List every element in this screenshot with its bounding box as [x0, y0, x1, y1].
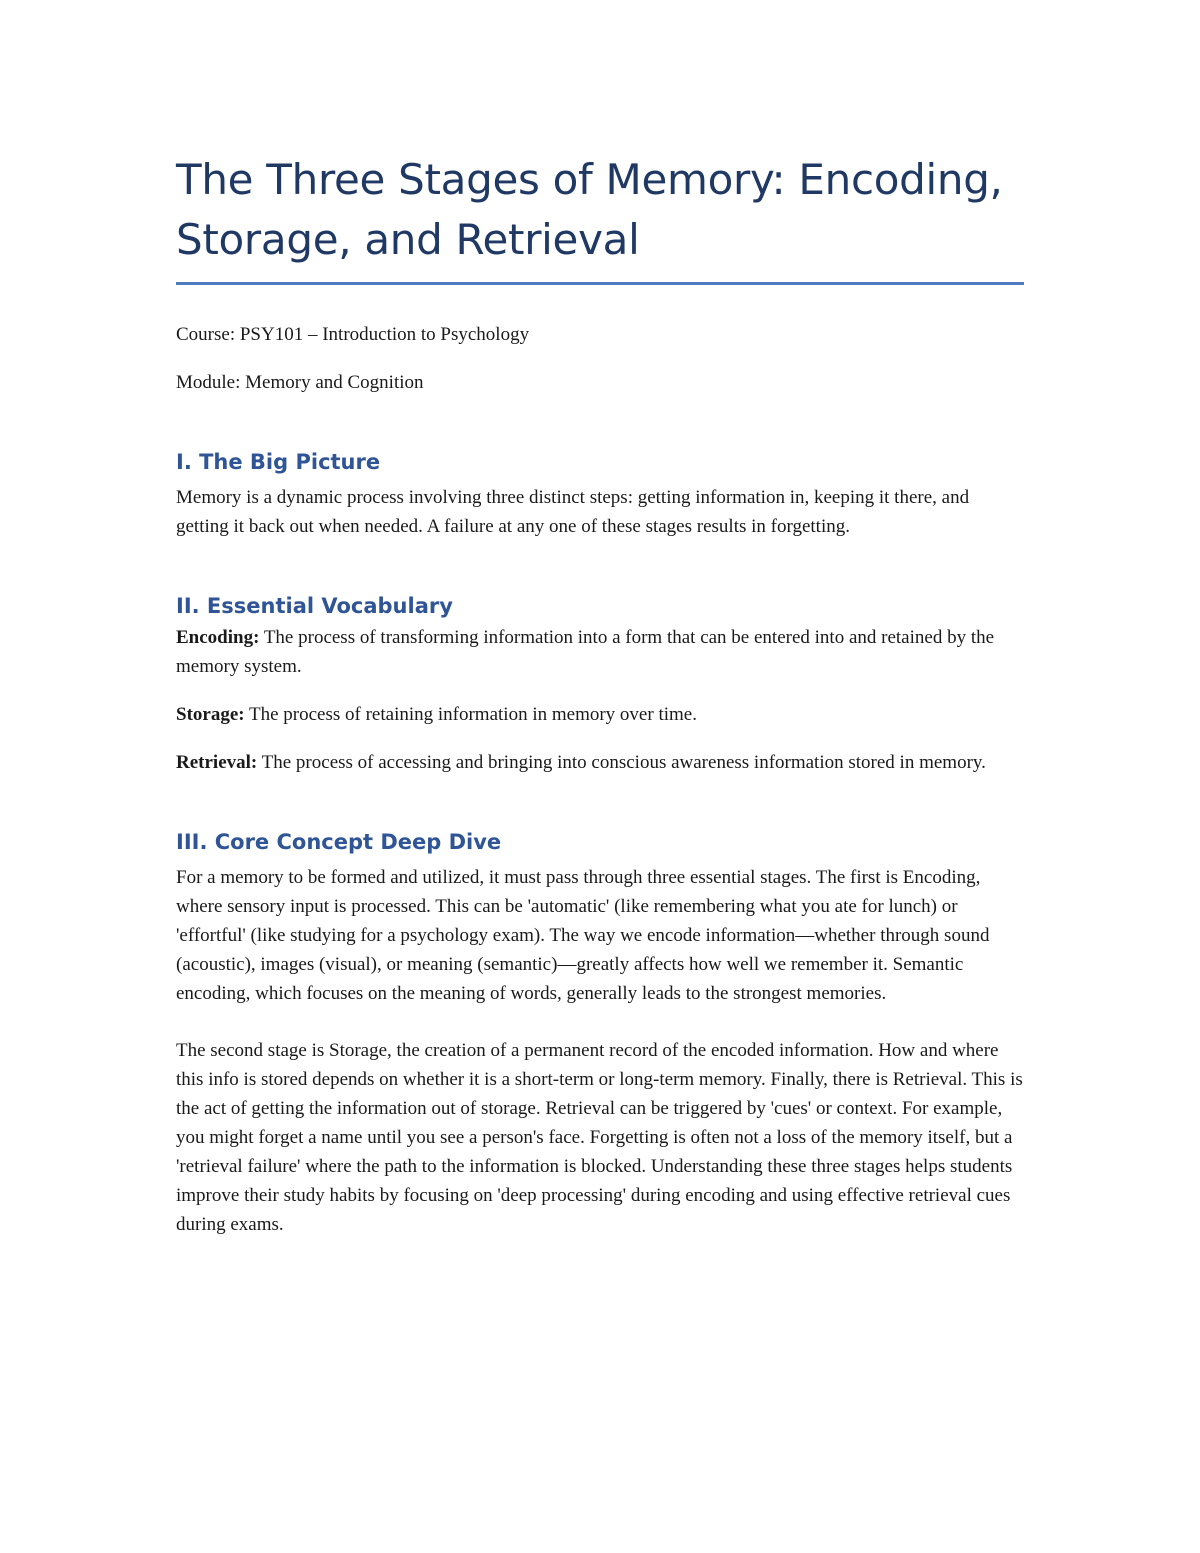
vocab-term: Retrieval: — [176, 752, 258, 773]
deep-dive-paragraph-2: The second stage is Storage, the creation of a permanent record of the encoded information. How and where this info is stored depends on whether it is a short-term or long-term memory. Finally, there is Retrieval. This is the act of getting the information out of storage. Retrieval can be triggered by 'cues' or context. For example, you might forget a name until you see a person's face. Forgetting is often not a loss of the memory itself, but a 'retrieval failure' where the path to the information is blocked. Understanding these three stages helps students improve their study habits by focusing on 'deep processing' during encoding and using effective retrieval cues during exams. — [176, 1040, 1023, 1235]
section-heading-vocabulary: II. Essential Vocabulary — [176, 594, 453, 618]
module-line: Module: Memory and Cognition — [176, 372, 424, 393]
document-page — [176, 150, 1026, 1239]
vocab-definition: The process of accessing and bringing into conscious awareness information stored in memory. — [257, 752, 986, 773]
deep-dive-paragraph-1: For a memory to be formed and utilized, it must pass through three essential stages. The first is Encoding, where sensory input is processed. This can be 'automatic' (like remembering what you ate for lunch) or 'effortful' (like studying for a psychology exam). The way we encode information—whether through sound (acoustic), images (visual), or meaning (semantic)—greatly affects how well we remember it. Semantic encoding, which focuses on the meaning of words, generally leads to the strongest memories. — [176, 867, 990, 1004]
vocab-term: Encoding: — [176, 627, 260, 648]
course-line: Course: PSY101 – Introduction to Psychology — [176, 324, 530, 345]
vocab-definition: The process of retaining information in memory over time. — [244, 704, 697, 725]
vocab-item-storage — [176, 700, 1026, 729]
vocab-term: Storage: — [176, 704, 245, 725]
vocab-definition: The process of transforming information into a form that can be entered into and retained by the memory system. — [176, 627, 995, 677]
section-heading-deep-dive: III. Core Concept Deep Dive — [176, 830, 502, 854]
vocab-item-encoding — [176, 623, 1026, 681]
document-title: The Three Stages of Memory: Encoding, Storage, and Retrieval — [176, 155, 1003, 264]
title-underline-divider — [176, 282, 1024, 285]
section-heading-big-picture: I. The Big Picture — [176, 450, 381, 474]
big-picture-paragraph: Memory is a dynamic process involving three distinct steps: getting information in, keeping it there, and getting it back out when needed. A failure at any one of these stages results in forgetting. — [176, 487, 970, 537]
vocab-item-retrieval — [176, 748, 1026, 777]
